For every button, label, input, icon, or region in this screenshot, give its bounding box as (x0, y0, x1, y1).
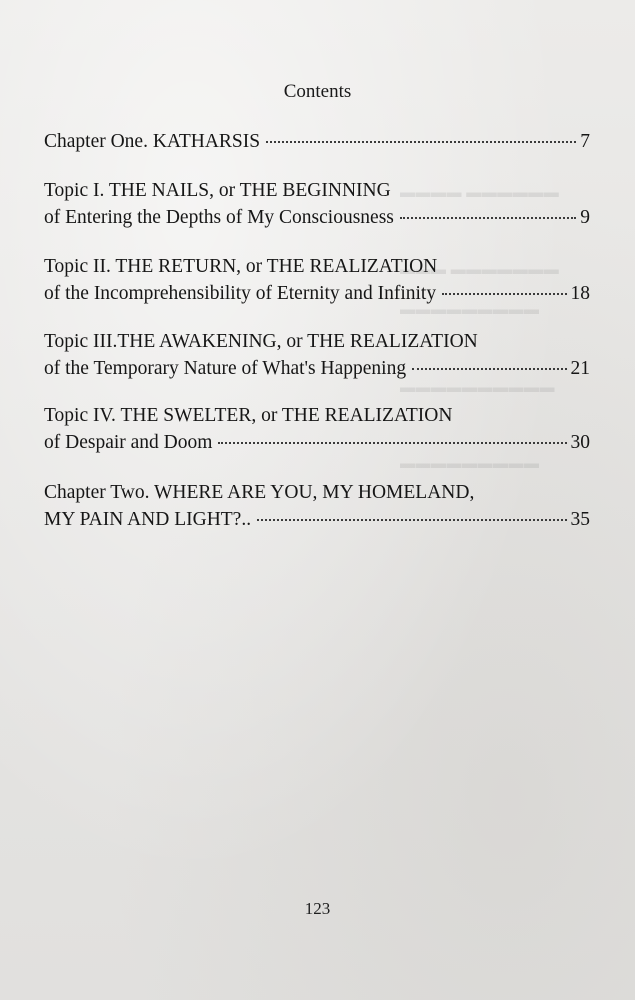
toc-entry-title: Topic I. THE NAILS, or THE BEGINNING (44, 180, 391, 201)
toc-entry-title: Chapter Two. WHERE ARE YOU, MY HOMELAND, (44, 482, 475, 503)
toc-entry (44, 402, 590, 456)
toc-line (44, 253, 590, 280)
toc-entry (44, 479, 590, 533)
dot-leader (442, 293, 566, 295)
toc-line (44, 402, 590, 429)
dot-leader (257, 519, 566, 521)
toc-entry-subtitle: MY PAIN AND LIGHT?.. (44, 509, 252, 530)
toc-line (44, 204, 590, 231)
toc-page-number: 18 (570, 283, 590, 304)
toc-entry-title: Topic III.THE AWAKENING, or THE REALIZATION (44, 331, 478, 352)
toc-line (44, 429, 590, 456)
toc-entry (44, 328, 590, 382)
toc-page-number: 35 (570, 509, 590, 530)
bleed-through-decoration: ▬▬▬▬▬▬▬▬▬ (400, 456, 540, 472)
toc-entry-subtitle: of Despair and Doom (44, 432, 213, 453)
toc-entry-title: Topic II. THE RETURN, or THE REALIZATION (44, 256, 438, 277)
toc-entry-title: Chapter One. KATHARSIS (44, 131, 261, 152)
toc-page-number: 21 (570, 358, 590, 379)
toc-page-number: 7 (580, 131, 590, 152)
page-title: Contents (283, 81, 352, 102)
bleed-through-decoration: ▬▬▬▬▬▬▬▬▬ (400, 302, 540, 318)
toc-line (44, 128, 590, 155)
toc-page-number: 9 (580, 207, 590, 228)
toc-entry-subtitle: of Entering the Depths of My Consciousness (44, 207, 394, 228)
dot-leader (266, 141, 576, 143)
toc-entry-subtitle: of the Incomprehensibility of Eternity and Infinity (44, 283, 437, 304)
toc-entry (44, 177, 590, 231)
dot-leader (400, 217, 576, 219)
toc-line (44, 355, 590, 382)
dot-leader (218, 442, 566, 444)
toc-page-number: 30 (570, 432, 590, 453)
toc-line (44, 506, 590, 533)
folio-page-number: 123 (304, 899, 331, 918)
toc-entry-subtitle: of the Temporary Nature of What's Happening (44, 358, 407, 379)
bleed-through-decoration: ▬▬▬▬ ▬▬▬▬▬▬ (400, 185, 560, 201)
dot-leader (412, 368, 566, 370)
bleed-through-decoration: ▬▬▬ ▬▬▬▬▬▬▬ (400, 262, 560, 278)
toc-entry (44, 253, 590, 307)
toc-entry-title: Topic IV. THE SWELTER, or THE REALIZATION (44, 405, 453, 426)
toc-entry (44, 128, 590, 155)
toc-line (44, 177, 590, 204)
toc-line (44, 328, 590, 355)
bleed-through-decoration: ▬▬▬▬▬▬▬▬▬▬ (400, 380, 555, 396)
toc-line (44, 280, 590, 307)
toc-line (44, 479, 590, 506)
